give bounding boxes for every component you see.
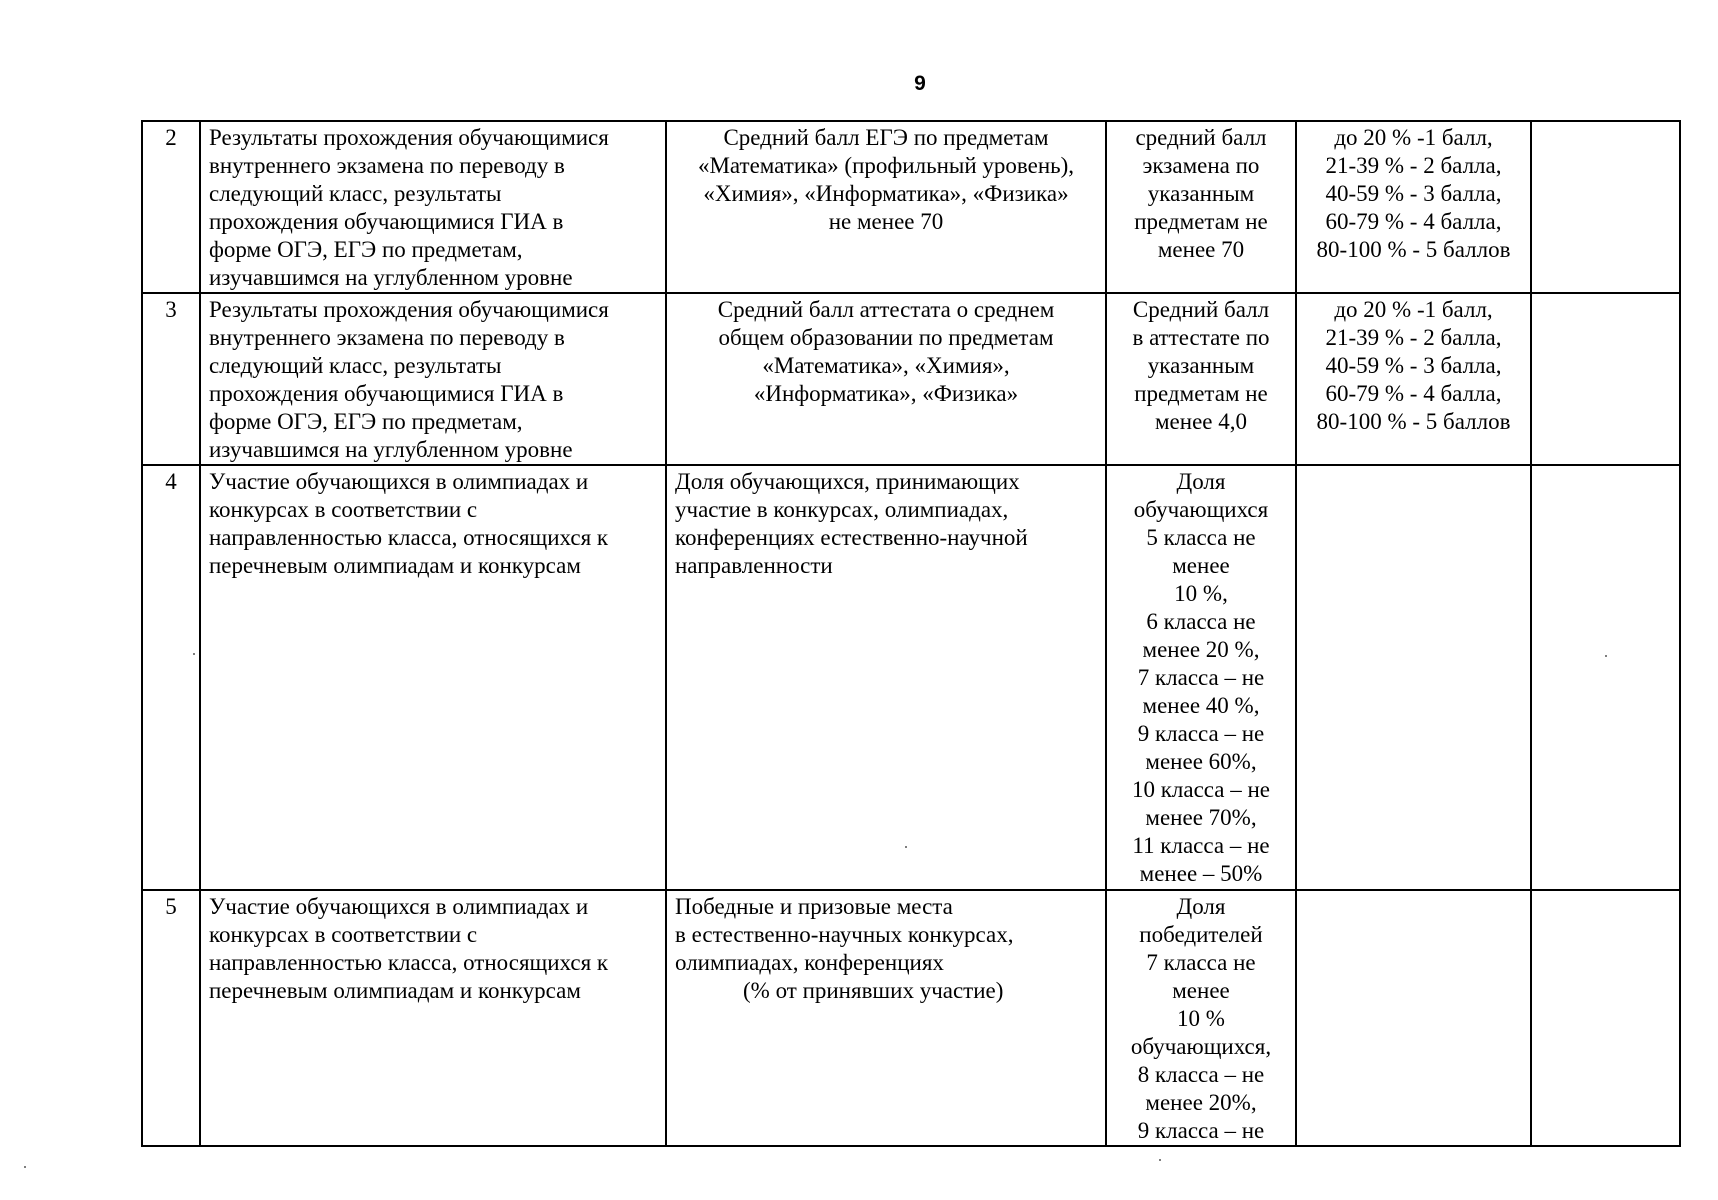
scan-speck bbox=[1159, 1159, 1161, 1161]
indicator-line: Победные и призовые места bbox=[675, 894, 953, 919]
criterion-line: направленностью класса, относящихся к bbox=[209, 950, 609, 975]
criterion-cell bbox=[200, 890, 666, 1146]
scoring-line: 40-59 % - 3 балла, bbox=[1325, 353, 1502, 378]
row-number-cell bbox=[142, 465, 200, 890]
threshold-line: 8 класса – не bbox=[1137, 1062, 1265, 1087]
criterion-line: Результаты прохождения обучающимися bbox=[209, 125, 609, 150]
extra-cell bbox=[1531, 293, 1680, 465]
threshold-line: обучающихся, bbox=[1130, 1034, 1272, 1059]
threshold-line: Доля bbox=[1176, 894, 1226, 919]
criterion-line: внутреннего экзамена по переводу в bbox=[209, 153, 565, 178]
criterion-cell bbox=[200, 293, 666, 465]
criterion-line: изучавшимся на углубленном уровне bbox=[209, 265, 573, 290]
scan-speck bbox=[193, 653, 195, 655]
scoring-cell bbox=[1296, 293, 1531, 465]
indicator-line: олимпиадах, конференциях bbox=[675, 950, 944, 975]
table-row bbox=[142, 121, 1680, 293]
criterion-cell bbox=[200, 465, 666, 890]
indicator-line: участие в конкурсах, олимпиадах, bbox=[675, 497, 1009, 522]
threshold-line: указанным bbox=[1147, 353, 1255, 378]
threshold-line: Средний балл bbox=[1132, 297, 1270, 322]
threshold-line: менее bbox=[1172, 978, 1230, 1003]
extra-cell bbox=[1531, 890, 1680, 1146]
indicator-cell bbox=[666, 890, 1106, 1146]
scoring-cell bbox=[1296, 465, 1531, 890]
scan-speck bbox=[905, 846, 907, 848]
threshold-line: Доля bbox=[1176, 469, 1226, 494]
criterion-line: форме ОГЭ, ЕГЭ по предметам, bbox=[209, 409, 523, 434]
threshold-cell bbox=[1106, 293, 1296, 465]
threshold-line: указанным bbox=[1147, 181, 1255, 206]
threshold-line: 9 класса – не bbox=[1137, 721, 1265, 746]
criterion-line: направленностью класса, относящихся к bbox=[209, 525, 609, 550]
extra-cell bbox=[1531, 465, 1680, 890]
row-number-cell bbox=[142, 121, 200, 293]
threshold-line: предметам не bbox=[1134, 381, 1268, 406]
threshold-line: экзамена по bbox=[1142, 153, 1260, 178]
row-number: 3 bbox=[165, 297, 177, 322]
threshold-line: 5 класса не bbox=[1146, 525, 1256, 550]
indicator-line: «Математика», «Химия», bbox=[762, 353, 1010, 378]
indicator-line: «Математика» (профильный уровень), bbox=[697, 153, 1075, 178]
threshold-line: менее 70 bbox=[1157, 237, 1245, 262]
table-row bbox=[142, 293, 1680, 465]
threshold-line: 7 класса не bbox=[1146, 950, 1256, 975]
threshold-line: 10 % bbox=[1177, 1006, 1225, 1031]
scan-speck bbox=[24, 1166, 26, 1168]
scan-speck bbox=[1605, 655, 1607, 657]
criterion-line: изучавшимся на углубленном уровне bbox=[209, 437, 573, 462]
threshold-line: менее 70%, bbox=[1145, 805, 1257, 830]
criterion-line: перечневым олимпиадам и конкурсам bbox=[209, 553, 581, 578]
scoring-line: 60-79 % - 4 балла, bbox=[1325, 381, 1502, 406]
scoring-line: 60-79 % - 4 балла, bbox=[1325, 209, 1502, 234]
threshold-line: 7 класса – не bbox=[1137, 665, 1265, 690]
indicator-line: не менее 70 bbox=[828, 209, 944, 234]
threshold-cell bbox=[1106, 121, 1296, 293]
threshold-line: 10 класса – не bbox=[1131, 777, 1271, 802]
indicator-line: в естественно-научных конкурсах, bbox=[675, 922, 1014, 947]
criterion-line: конкурсах в соответствии с bbox=[209, 497, 478, 522]
criteria-table bbox=[141, 120, 1681, 1147]
threshold-line: предметам не bbox=[1134, 209, 1268, 234]
indicator-cell bbox=[666, 293, 1106, 465]
table-row bbox=[142, 465, 1680, 890]
criterion-line: Участие обучающихся в олимпиадах и bbox=[209, 894, 589, 919]
threshold-line: менее 20 %, bbox=[1142, 637, 1260, 662]
indicator-line: Средний балл аттестата о среднем bbox=[717, 297, 1055, 322]
scoring-line: 80-100 % - 5 баллов bbox=[1316, 237, 1511, 262]
indicator-cell bbox=[666, 465, 1106, 890]
extra-cell bbox=[1531, 121, 1680, 293]
threshold-line: средний балл bbox=[1135, 125, 1267, 150]
scoring-line: 21-39 % - 2 балла, bbox=[1325, 153, 1502, 178]
criterion-line: прохождения обучающимися ГИА в bbox=[209, 209, 564, 234]
threshold-cell bbox=[1106, 465, 1296, 890]
indicator-line: Доля обучающихся, принимающих bbox=[675, 469, 1020, 494]
criterion-line: конкурсах в соответствии с bbox=[209, 922, 478, 947]
threshold-line: менее 60%, bbox=[1145, 749, 1257, 774]
table-row bbox=[142, 890, 1680, 1146]
scoring-line: до 20 % -1 балл, bbox=[1334, 125, 1493, 150]
scoring-line: до 20 % -1 балл, bbox=[1334, 297, 1493, 322]
threshold-line: менее – 50% bbox=[1139, 861, 1263, 886]
row-number: 2 bbox=[165, 125, 177, 150]
threshold-line: менее bbox=[1172, 553, 1230, 578]
criterion-line: внутреннего экзамена по переводу в bbox=[209, 325, 565, 350]
indicator-line: конференциях естественно-научной bbox=[675, 525, 1028, 550]
criterion-line: следующий класс, результаты bbox=[209, 181, 502, 206]
threshold-line: в аттестате по bbox=[1132, 325, 1270, 350]
page-number: 9 bbox=[914, 72, 926, 95]
scoring-cell bbox=[1296, 890, 1531, 1146]
indicator-line: направленности bbox=[675, 553, 833, 578]
threshold-line: менее 4,0 bbox=[1155, 409, 1247, 434]
threshold-line: 6 класса не bbox=[1146, 609, 1256, 634]
threshold-line: 9 класса – не bbox=[1137, 1118, 1265, 1143]
scoring-line: 21-39 % - 2 балла, bbox=[1325, 325, 1502, 350]
threshold-line: победителей bbox=[1139, 922, 1263, 947]
indicator-cell bbox=[666, 121, 1106, 293]
indicator-line: (% от принявших участие) bbox=[743, 978, 1004, 1003]
indicator-line: «Информатика», «Физика» bbox=[753, 381, 1019, 406]
row-number: 5 bbox=[165, 894, 177, 919]
criterion-line: прохождения обучающимися ГИА в bbox=[209, 381, 564, 406]
threshold-line: 11 класса – не bbox=[1132, 833, 1270, 858]
indicator-line: общем образовании по предметам bbox=[718, 325, 1054, 350]
indicator-line: «Химия», «Информатика», «Физика» bbox=[703, 181, 1069, 206]
row-number: 4 bbox=[165, 469, 177, 494]
criterion-line: следующий класс, результаты bbox=[209, 353, 502, 378]
scoring-line: 40-59 % - 3 балла, bbox=[1325, 181, 1502, 206]
criterion-line: Результаты прохождения обучающимися bbox=[209, 297, 609, 322]
threshold-cell bbox=[1106, 890, 1296, 1146]
indicator-line: Средний балл ЕГЭ по предметам bbox=[723, 125, 1049, 150]
row-number-cell bbox=[142, 890, 200, 1146]
criterion-line: перечневым олимпиадам и конкурсам bbox=[209, 978, 581, 1003]
criterion-line: форме ОГЭ, ЕГЭ по предметам, bbox=[209, 237, 523, 262]
row-number-cell bbox=[142, 293, 200, 465]
scoring-cell bbox=[1296, 121, 1531, 293]
scoring-line: 80-100 % - 5 баллов bbox=[1316, 409, 1511, 434]
criterion-cell bbox=[200, 121, 666, 293]
threshold-line: менее 40 %, bbox=[1142, 693, 1260, 718]
threshold-line: 10 %, bbox=[1174, 581, 1228, 606]
threshold-line: обучающихся bbox=[1133, 497, 1269, 522]
threshold-line: менее 20%, bbox=[1145, 1090, 1257, 1115]
criterion-line: Участие обучающихся в олимпиадах и bbox=[209, 469, 589, 494]
